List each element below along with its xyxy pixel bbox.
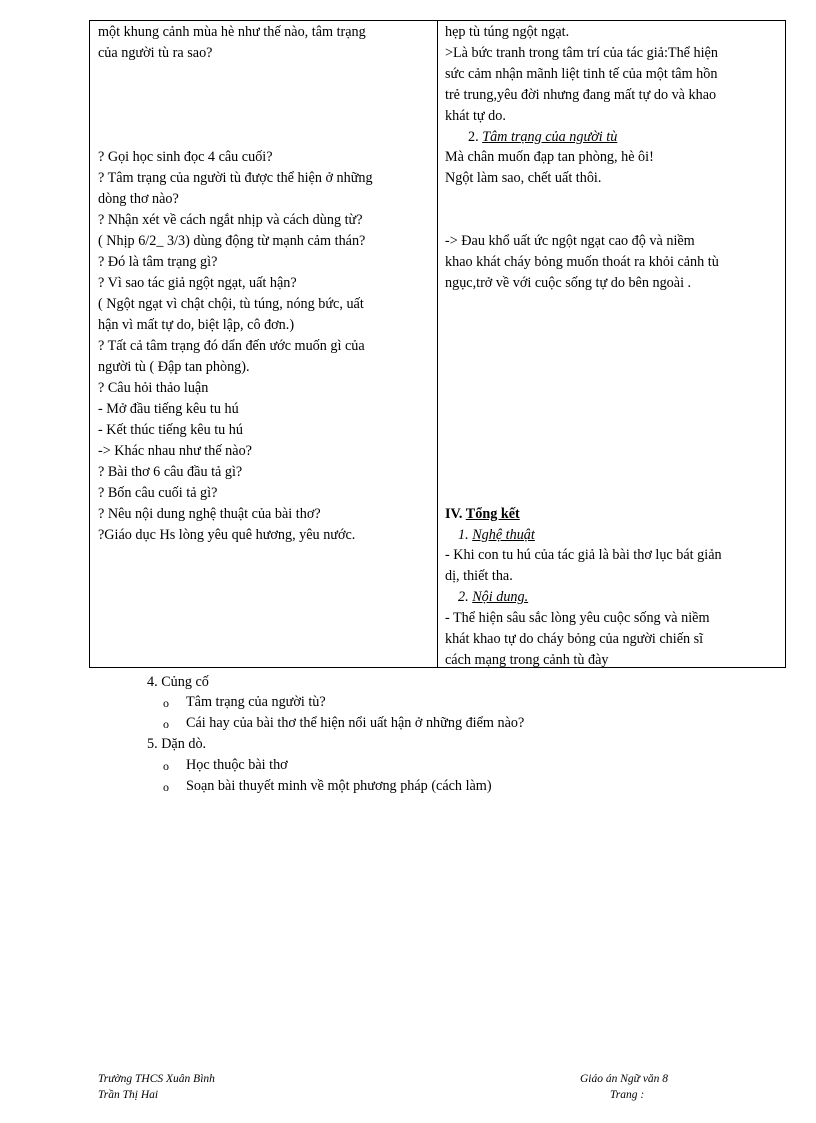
bullet-icon: o — [163, 780, 169, 794]
section-number: IV. — [445, 506, 463, 522]
poem-line: Mà chân muốn đạp tan phòng, hè ôi! — [445, 149, 654, 165]
subsection-title: Nội dung. — [472, 589, 529, 605]
question-line: ? Gọi học sinh đọc 4 câu cuối? — [98, 149, 273, 165]
content-line: >Là bức tranh trong tâm trí của tác giả:Thể hiện — [445, 45, 718, 61]
content-line: - Thể hiện sâu sắc lòng yêu cuộc sống và niềm — [445, 610, 710, 626]
list-item: Soạn bài thuyết minh về một phương pháp (cách làm) — [186, 778, 492, 794]
question-line: ? Bài thơ 6 câu đầu tả gì? — [98, 464, 243, 480]
bullet-icon: o — [163, 759, 169, 773]
footer-page-label: Trang : — [610, 1089, 645, 1101]
question-line: ? Bốn câu cuối tả gì? — [98, 485, 218, 501]
subsection-heading — [458, 526, 535, 544]
list-item: Cái hay của bài thơ thể hiện nổi uất hận ở những điểm nào? — [186, 715, 525, 731]
question-line: - Mở đầu tiếng kêu tu hú — [98, 401, 239, 417]
content-line: -> Đau khổ uất ức ngột ngạt cao độ và niềm — [445, 233, 695, 249]
content-line: khát tự do. — [445, 108, 506, 124]
footer-school: Trường THCS Xuân Bình — [98, 1073, 215, 1085]
cung-co-heading: 4. Củng cố — [147, 674, 209, 690]
list-item: Tâm trạng của người tù? — [186, 694, 326, 710]
question-line: ( Ngột ngạt vì chật chội, tù túng, nóng bức, uất — [98, 296, 364, 312]
question-line: ? Vì sao tác giả ngột ngạt, uất hận? — [98, 275, 297, 291]
bullet-icon: o — [163, 717, 169, 731]
question-line: ? Nêu nội dung nghệ thuật của bài thơ? — [98, 506, 321, 522]
footer-subject: Giáo án Ngữ văn 8 — [580, 1073, 669, 1085]
question-line: ? Nhận xét về cách ngắt nhịp và cách dùng từ? — [98, 212, 363, 228]
content-line: ngục,trở về với cuộc sống tự do bên ngoài . — [445, 275, 692, 291]
list-item: Học thuộc bài thơ — [186, 757, 288, 773]
question-line: của người tù ra sao? — [98, 45, 213, 61]
bullet-icon: o — [163, 696, 169, 710]
question-line: người tù ( Đập tan phòng). — [98, 359, 250, 375]
content-line: hẹp tù túng ngột ngạt. — [445, 24, 570, 40]
column-divider — [437, 21, 438, 667]
section-title: Tổng kết — [465, 506, 520, 522]
question-line: dòng thơ nào? — [98, 191, 179, 207]
section-title: Tâm trạng của người tù — [482, 129, 618, 145]
question-line: hận vì mất tự do, biệt lập, cô đơn.) — [98, 317, 295, 333]
content-line: cách mạng trong cảnh tù đày — [445, 652, 609, 668]
dan-do-heading: 5. Dặn dò. — [147, 736, 207, 752]
content-line: dị, thiết tha. — [445, 568, 513, 584]
section-4-heading — [445, 505, 520, 523]
subsection-heading — [458, 588, 528, 606]
question-line: ? Đó là tâm trạng gì? — [98, 254, 218, 270]
content-line: trẻ trung,yêu đời nhưng đang mất tự do và khao — [445, 87, 717, 103]
question-line: -> Khác nhau như thế nào? — [98, 443, 252, 459]
question-line: một khung cảnh mùa hè như thế nào, tâm trạng — [98, 24, 366, 40]
question-line: - Kết thúc tiếng kêu tu hú — [98, 422, 243, 438]
question-line: ?Giáo dục Hs lòng yêu quê hương, yêu nước. — [98, 527, 356, 543]
poem-line: Ngột làm sao, chết uất thôi. — [445, 170, 602, 186]
content-line: sức cảm nhận mãnh liệt tinh tế của một tâm hồn — [445, 66, 718, 82]
content-line: khao khát cháy bỏng muốn thoát ra khỏi cảnh tù — [445, 254, 719, 270]
content-line: - Khi con tu hú của tác giả là bài thơ lục bát giản — [445, 547, 722, 563]
content-line: khát khao tự do cháy bỏng của người chiến sĩ — [445, 631, 704, 647]
subsection-number: 1. — [458, 527, 469, 543]
question-line: ? Tất cả tâm trạng đó dẩn đến ước muốn gì của — [98, 338, 365, 354]
section-number: 2. — [468, 129, 479, 145]
subsection-number: 2. — [458, 589, 469, 605]
question-line: ? Câu hỏi thảo luận — [98, 380, 209, 396]
lesson-table — [89, 20, 786, 668]
section-2-heading — [468, 128, 617, 146]
subsection-title: Nghệ thuật — [472, 527, 535, 543]
question-line: ( Nhịp 6/2_ 3/3) dùng động từ mạnh cảm thán? — [98, 233, 366, 249]
question-line: ? Tâm trạng của người tù được thể hiện ở những — [98, 170, 373, 186]
footer-teacher: Trần Thị Hai — [98, 1089, 159, 1101]
